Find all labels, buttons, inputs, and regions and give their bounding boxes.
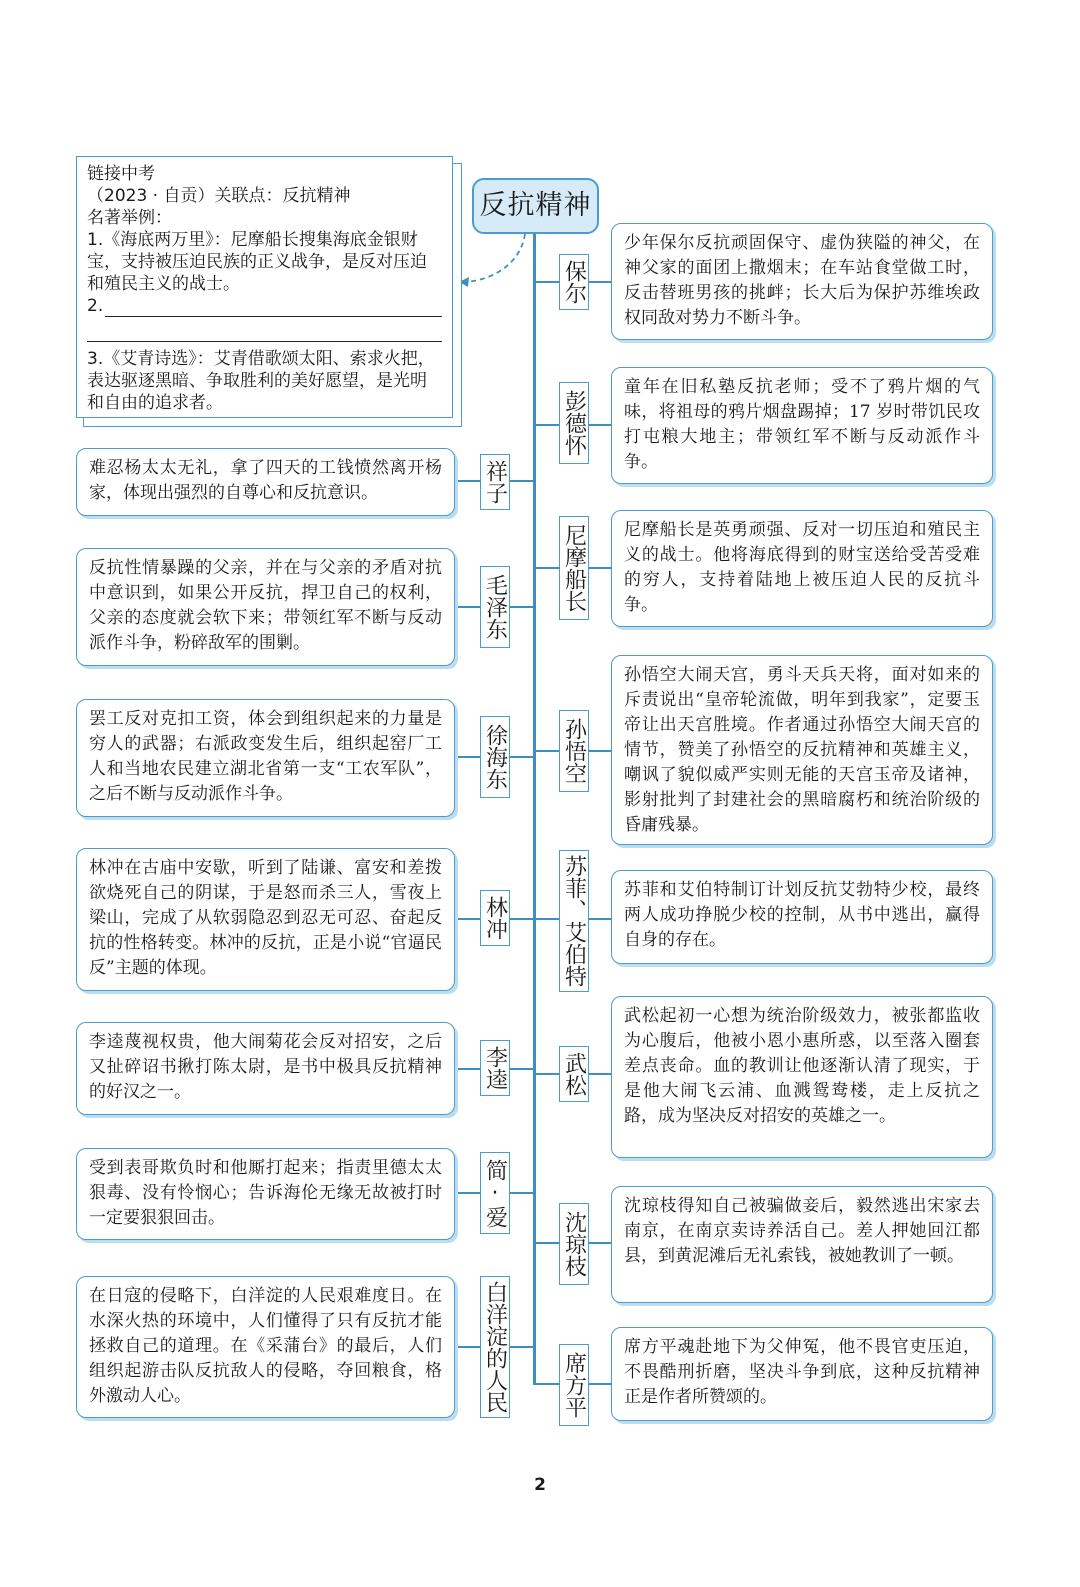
branch-right [589,567,611,569]
node-name-nimo: 尼摩船长 [559,516,589,620]
branch-left [510,918,534,920]
branch-right [533,567,559,569]
branch-right [533,918,559,920]
branch-right [533,281,559,283]
node-text-maozedong: 反抗性情暴躁的父亲，并在与父亲的矛盾对抗中意识到，如果公开反抗，捍卫自己的权利，父亲的态度就会软下来；带领红军不断与反动派作斗争，粉碎敌军的围剿。 [76,548,455,666]
link-item-2-number: 2. [87,296,104,316]
node-text-jianai: 受到表哥欺负时和他厮打起来；指责里德太太狠毒、没有怜悯心；告诉海伦无缘无故被打时一定要狠狠回击。 [76,1148,455,1240]
branch-left [510,1346,534,1348]
branch-right [589,918,611,920]
node-name-baiyangdian: 白洋淀的人民 [480,1276,510,1418]
node-name-pengdehuai: 彭德怀 [559,382,589,464]
link-item-2 [87,295,442,317]
dashed-arrow [455,232,535,292]
branch-left [510,1192,534,1194]
link-item-3: 3.《艾青诗选》：艾青借歌颂太阳、索求火把，表达驱逐黑暗、争取胜利的美好愿望，是光明和自由的追求者。 [87,349,435,413]
branch-right [533,1383,559,1385]
branch-right [533,1242,559,1244]
link-item-1: 1.《海底两万里》：尼摩船长搜集海底金银财宝，支持被压迫民族的正义战争，是反对压迫和殖民主义的战士。 [87,230,427,294]
node-text-shenqiongzhi: 沈琼枝得知自己被骗做妾后，毅然逃出宋家去南京，在南京卖诗养活自己。差人押她回江都县，到黄泥滩后无礼索钱，被她教训了一顿。 [611,1186,993,1303]
branch-right [533,424,559,426]
branch-left [455,606,480,608]
node-text-wusong: 武松起初一心想为统治阶级效力，被张都监收为心腹后，他被小恩小惠所惑，以至落入圈套差点丧命。血的教训让他逐渐认清了现实，于是他大闹飞云浦、血溅鸳鸯楼，走上反抗之路，成为坚决反对招安的英雄之一。 [611,996,993,1158]
center-title: 反抗精神 [472,178,599,234]
node-name-sufei-aibote: 苏菲、艾伯特 [559,850,589,992]
branch-left [455,1192,480,1194]
link-source: （2023 · 自贡）关联点：反抗精神 [87,186,351,206]
branch-left [455,480,480,482]
branch-right [589,281,611,283]
branch-left [510,1068,534,1070]
branch-left [510,480,534,482]
node-text-xifangping: 席方平魂赴地下为父伸冤，他不畏官吏压迫，不畏酷刑折磨，坚决斗争到底，这种反抗精神正是作者所赞颂的。 [611,1327,993,1421]
node-name-jianai: 简·爱 [480,1152,510,1234]
branch-right [589,1073,611,1075]
branch-left [455,918,480,920]
link-heading: 链接中考 [87,164,155,184]
link-examples-label: 名著举例： [87,208,172,228]
node-name-likui: 李逵 [480,1040,510,1096]
node-name-maozedong: 毛泽东 [480,566,510,648]
node-name-xifangping: 席方平 [559,1344,589,1426]
node-text-likui: 李逵蔑视权贵，他大闹菊花会反对招安，之后又扯碎诏书揪打陈太尉，是书中极具反抗精神的好汉之一。 [76,1022,455,1115]
trunk-line [533,234,536,1384]
branch-right [589,1383,611,1385]
branch-left [510,606,534,608]
branch-left [455,1068,480,1070]
link-box [76,156,453,418]
answer-blank [105,298,442,317]
node-text-nimo: 尼摩船长是英勇顽强、反对一切压迫和殖民主义的战士。他将海底得到的财宝送给受苦受难的穷人，支持着陆地上被压迫人民的反抗斗争。 [611,510,993,627]
node-text-sunwukong: 孙悟空大闹天宫，勇斗天兵天将，面对如来的斥责说出“皇帝轮流做，明年到我家”，定要玉帝让出天宫胜境。作者通过孙悟空大闹天宫的情节，赞美了孙悟空的反抗精神和英雄主义，嘲讽了貌似威严实则无能的天宫玉帝及诸神，影射批判了封建社会的黑暗腐朽和统治阶级的昏庸残暴。 [611,655,993,845]
branch-right [589,424,611,426]
node-text-pengdehuai: 童年在旧私塾反抗老师；受不了鸦片烟的气味，将祖母的鸦片烟盘踢掉；17 岁时带饥民攻打屯粮大地主；带领红军不断与反动派作斗争。 [611,367,993,484]
node-name-shenqiongzhi: 沈琼枝 [559,1203,589,1285]
node-name-xuhaidong: 徐海东 [480,716,510,798]
node-name-wusong: 武松 [559,1046,589,1102]
answer-blank-line [87,321,442,342]
node-name-sunwukong: 孙悟空 [559,710,589,792]
node-text-xiangzi: 难忍杨太太无礼，拿了四天的工钱愤然离开杨家，体现出强烈的自尊心和反抗意识。 [76,448,455,516]
node-name-xiangzi: 祥子 [480,454,510,510]
node-text-baiyangdian: 在日寇的侵略下，白洋淀的人民艰难度日。在水深火热的环境中，人们懂得了只有反抗才能拯救自己的道理。在《采蒲台》的最后，人们组织起游击队反抗敌人的侵略，夺回粮食，格外激动人心。 [76,1276,455,1418]
node-text-linchong: 林冲在古庙中安歇，听到了陆谦、富安和差拨欲烧死自己的阴谋，于是怒而杀三人，雪夜上梁山，完成了从软弱隐忍到忍无可忍、奋起反抗的性格转变。林冲的反抗，正是小说“官逼民反”主题的体现。 [76,848,455,991]
node-name-baoer: 保尔 [559,254,589,310]
branch-right [533,1073,559,1075]
branch-left [455,756,480,758]
page-number: 2 [534,1475,546,1495]
node-text-baoer: 少年保尔反抗顽固保守、虚伪狭隘的神父，在神父家的面团上撒烟末；在车站食堂做工时，反击替班男孩的挑衅；长大后为保护苏维埃政权同敌对势力不断斗争。 [611,223,993,340]
node-name-linchong: 林冲 [480,890,510,946]
branch-right [589,750,611,752]
branch-left [455,1346,480,1348]
node-text-xuhaidong: 罢工反对克扣工资，体会到组织起来的力量是穷人的武器；右派政变发生后，组织起窑厂工人和当地农民建立湖北省第一支“工农军队”，之后不断与反动派作斗争。 [76,699,455,817]
node-text-sufei-aibote: 苏菲和艾伯特制订计划反抗艾勃特少校，最终两人成功挣脱少校的控制，从书中逃出，赢得自身的存在。 [611,870,993,964]
branch-right [533,750,559,752]
branch-left [510,756,534,758]
branch-right [589,1242,611,1244]
